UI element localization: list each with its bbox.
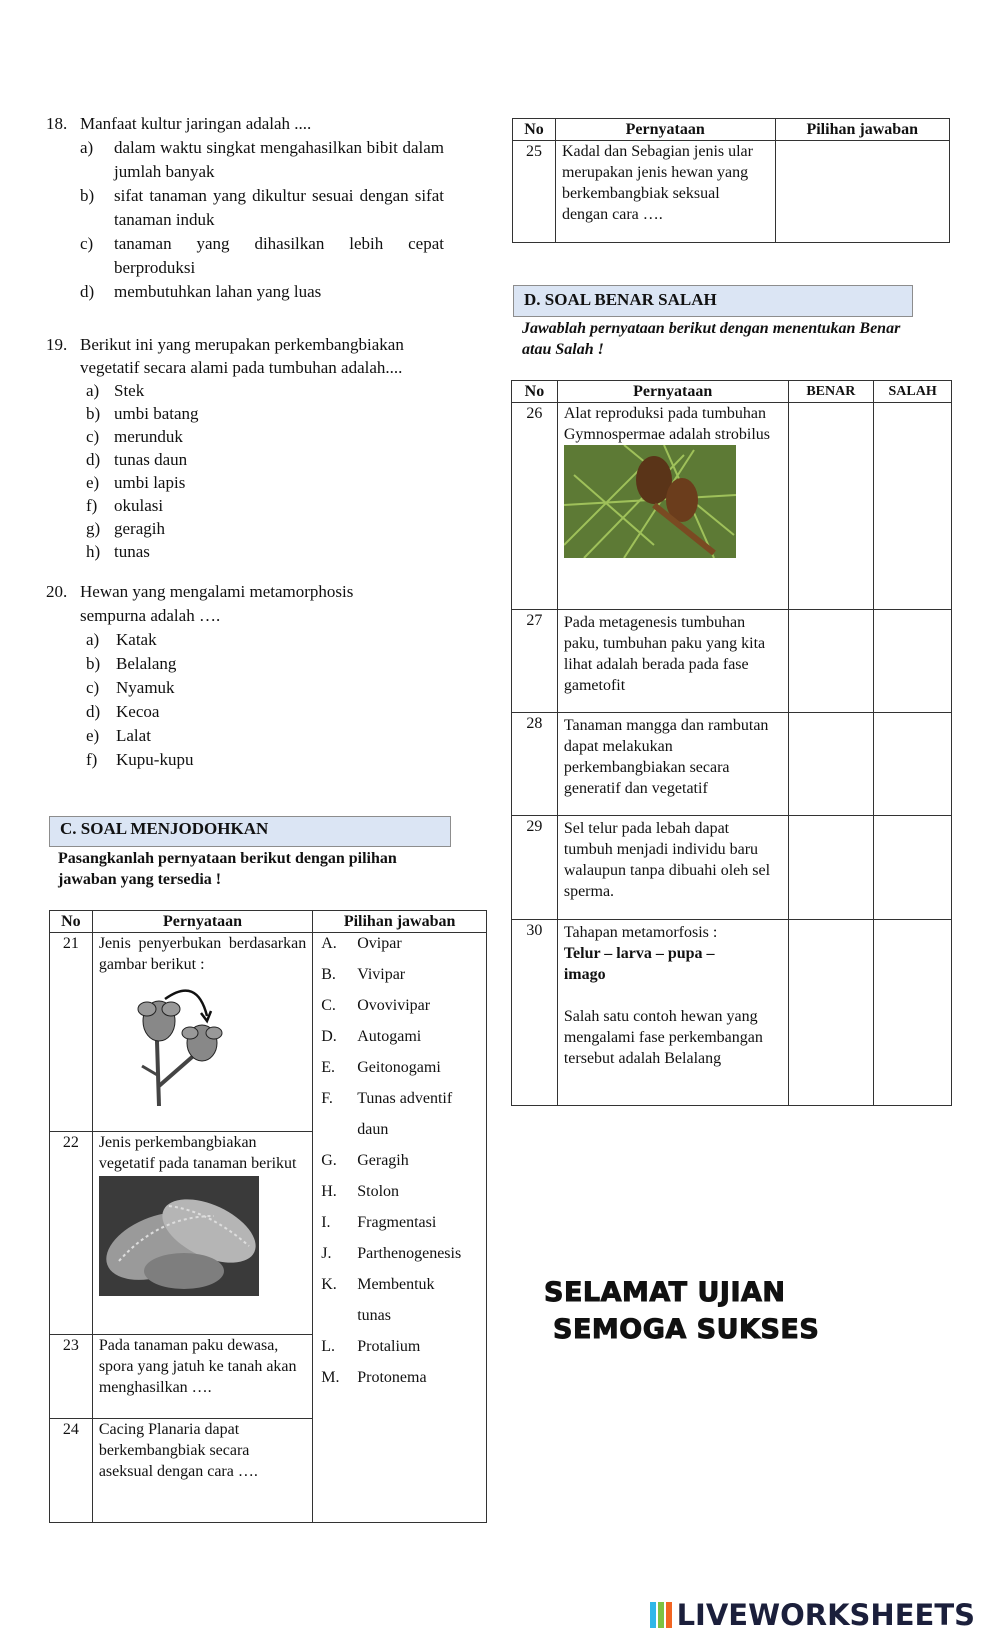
kalanchoe-leaf-photo xyxy=(99,1176,259,1296)
question-text: Hewan yang mengalami metamorphosis sempurna adalah …. xyxy=(80,582,354,625)
logo-text: LIVEWORKSHEETS xyxy=(676,1598,975,1632)
table-row xyxy=(512,920,952,1106)
option-letter: d) xyxy=(80,282,95,301)
option-c[interactable]: merunduk xyxy=(114,427,183,446)
salah-cell[interactable] xyxy=(874,920,952,1106)
statement-emphasis: Telur – larva – pupa – imago xyxy=(563,945,715,983)
table-row xyxy=(512,713,952,816)
choices-cell xyxy=(313,933,487,1523)
answer-cell[interactable] xyxy=(775,141,950,243)
choice-m[interactable] xyxy=(321,1367,486,1398)
option-e[interactable]: Lalat xyxy=(116,726,151,745)
choice-text: Autogami xyxy=(357,1028,422,1045)
table-row xyxy=(50,933,487,1132)
option-h[interactable]: tunas xyxy=(114,542,150,561)
option-letter: f) xyxy=(86,496,98,515)
choice-letter: E. xyxy=(321,1059,335,1076)
option-letter: c) xyxy=(86,427,100,446)
choice-l[interactable] xyxy=(321,1336,486,1367)
closing-line-2: SEMOGA SUKSES xyxy=(553,1314,820,1345)
choice-text: Stolon xyxy=(357,1183,400,1200)
statement-text: Alat reproduksi pada tumbuhan Gymnospermae adalah strobilus xyxy=(563,405,771,443)
option-f[interactable]: okulasi xyxy=(114,496,164,515)
statement-text: Pada metagenesis tumbuhan paku, tumbuhan paku yang kita lihat adalah berada pada fase gametofit xyxy=(557,610,788,713)
question-number: 19. xyxy=(46,335,68,354)
question-19 xyxy=(46,333,466,563)
option-b[interactable]: Belalang xyxy=(116,654,177,673)
row-number: 30 xyxy=(512,920,558,1106)
option-letter: b) xyxy=(86,404,101,423)
option-letter: e) xyxy=(86,726,100,745)
column-header-choice: Pilihan jawaban xyxy=(313,911,487,933)
choice-k[interactable] xyxy=(321,1274,486,1336)
row-number: 21 xyxy=(50,933,93,1132)
option-a[interactable]: Stek xyxy=(114,381,145,400)
statement-extra: Salah satu contoh hewan yang mengalami fase perkembangan tersebut adalah Belalang xyxy=(563,1008,763,1067)
choice-text: Vivipar xyxy=(357,966,406,983)
table-row xyxy=(512,816,952,920)
salah-cell[interactable] xyxy=(874,403,952,610)
option-letter: d) xyxy=(86,702,101,721)
option-letter: a) xyxy=(80,138,94,157)
salah-cell[interactable] xyxy=(874,610,952,713)
benar-cell[interactable] xyxy=(788,920,874,1106)
choice-f[interactable] xyxy=(321,1088,486,1150)
question-text: Berikut ini yang merupakan perkembangbiakan vegetatif secara alami pada tumbuhan adalah.... xyxy=(80,335,404,377)
option-letter: e) xyxy=(86,473,100,492)
row-number: 28 xyxy=(512,713,558,816)
true-false-table xyxy=(511,380,952,1106)
choice-text: Ovipar xyxy=(357,935,402,952)
choice-b[interactable] xyxy=(321,964,486,995)
option-letter: h) xyxy=(86,542,101,561)
salah-cell[interactable] xyxy=(874,816,952,920)
section-d-heading: D. SOAL BENAR SALAH xyxy=(513,285,913,317)
pollination-diagram xyxy=(127,981,227,1111)
option-b[interactable]: umbi batang xyxy=(114,404,199,423)
column-header-no: No xyxy=(512,381,558,403)
option-c[interactable]: tanaman yang dihasilkan lebih cepat berproduksi xyxy=(114,234,444,277)
column-header-statement: Pernyataan xyxy=(92,911,312,933)
choice-text: Ovovivipar xyxy=(357,997,431,1014)
choice-letter: J. xyxy=(321,1245,332,1262)
option-c[interactable]: Nyamuk xyxy=(116,678,175,697)
choice-letter: D. xyxy=(321,1028,337,1045)
statement-text: Pada tanaman paku dewasa, spora yang jatuh ke tanah akan menghasilkan …. xyxy=(92,1335,312,1419)
option-letter: b) xyxy=(80,186,95,205)
benar-cell[interactable] xyxy=(788,610,874,713)
option-letter: d) xyxy=(86,450,101,469)
statement-text: Jenis penyerbukan berdasarkan gambar berikut : xyxy=(98,935,307,973)
row-number: 24 xyxy=(50,1419,93,1523)
option-a[interactable]: Katak xyxy=(116,630,157,649)
row-number: 22 xyxy=(50,1132,93,1335)
column-header-statement: Pernyataan xyxy=(555,119,775,141)
column-header-salah: SALAH xyxy=(874,381,952,403)
choice-text: Protonema xyxy=(357,1369,427,1386)
choice-text: Tunas adventif daun xyxy=(357,1090,453,1138)
matching-table xyxy=(49,910,487,1523)
choice-d[interactable] xyxy=(321,1026,486,1057)
option-d[interactable]: tunas daun xyxy=(114,450,188,469)
choice-letter: B. xyxy=(321,966,336,983)
statement-cell xyxy=(557,403,788,610)
option-e[interactable]: umbi lapis xyxy=(114,473,186,492)
choice-c[interactable] xyxy=(321,995,486,1026)
question-20 xyxy=(46,580,466,772)
choice-letter: F. xyxy=(321,1090,333,1107)
column-header-choice: Pilihan jawaban xyxy=(775,119,950,141)
benar-cell[interactable] xyxy=(788,816,874,920)
choice-text: Membentuk tunas xyxy=(357,1276,435,1324)
choice-letter: L. xyxy=(321,1338,335,1355)
choice-letter: H. xyxy=(321,1183,337,1200)
benar-cell[interactable] xyxy=(788,713,874,816)
option-a[interactable]: dalam waktu singkat mengahasilkan bibit dalam jumlah banyak xyxy=(114,138,444,181)
statement-text: Jenis perkembangbiakan vegetatif pada tanaman berikut xyxy=(98,1134,297,1172)
question-18 xyxy=(46,112,466,304)
statement-text: Tanaman mangga dan rambutan dapat melakukan perkembangbiakan secara generatif dan vegetatif xyxy=(557,713,788,816)
section-c-instruction: Pasangkanlah pernyataan berikut dengan pilihan jawaban yang tersedia ! xyxy=(58,850,397,888)
column-header-statement: Pernyataan xyxy=(557,381,788,403)
option-d[interactable]: Kecoa xyxy=(116,702,160,721)
statement-cell xyxy=(92,1132,312,1335)
logo-icon xyxy=(650,1602,674,1628)
row-number: 25 xyxy=(513,141,556,243)
choice-text: Geitonogami xyxy=(357,1059,441,1076)
option-letter: c) xyxy=(86,678,100,697)
choice-text: Parthenogenesis xyxy=(357,1245,462,1262)
choice-i[interactable] xyxy=(321,1212,486,1243)
question-number: 20. xyxy=(46,582,68,601)
statement-text: Tahapan metamorfosis : xyxy=(563,924,718,941)
choice-letter: C. xyxy=(321,997,336,1014)
matching-table-continued xyxy=(512,118,950,243)
section-d-instruction: Jawablah pernyataan berikut dengan menentukan Benar atau Salah ! xyxy=(522,320,901,358)
pine-cone-photo xyxy=(564,445,736,558)
question-text: Manfaat kultur jaringan adalah .... xyxy=(80,114,312,133)
table-row xyxy=(512,403,952,610)
statement-cell xyxy=(92,933,312,1132)
statement-cell xyxy=(557,920,788,1106)
row-number: 27 xyxy=(512,610,558,713)
choice-text: Geragih xyxy=(357,1152,409,1169)
row-number: 23 xyxy=(50,1335,93,1419)
closing-line-1: SELAMAT UJIAN xyxy=(544,1277,786,1308)
liveworksheets-logo[interactable] xyxy=(650,1598,975,1632)
option-g[interactable]: geragih xyxy=(114,519,165,538)
choice-text: Protalium xyxy=(357,1338,421,1355)
option-letter: a) xyxy=(86,630,100,649)
option-letter: f) xyxy=(86,750,98,769)
section-c-heading: C. SOAL MENJODOHKAN xyxy=(49,816,451,847)
choice-text: Fragmentasi xyxy=(357,1214,437,1231)
choice-a[interactable] xyxy=(321,933,486,964)
choice-h[interactable] xyxy=(321,1181,486,1212)
choice-letter: K. xyxy=(321,1276,337,1293)
table-row xyxy=(512,610,952,713)
statement-text: Kadal dan Sebagian jenis ular merupakan jenis hewan yang berkembangbiak seksual dengan cara …. xyxy=(555,141,775,243)
option-f[interactable]: Kupu-kupu xyxy=(116,750,194,769)
option-letter: b) xyxy=(86,654,101,673)
table-row xyxy=(513,141,950,243)
question-number: 18. xyxy=(46,114,68,133)
choice-g[interactable] xyxy=(321,1150,486,1181)
choice-letter: M. xyxy=(321,1369,340,1386)
option-letter: g) xyxy=(86,519,101,538)
option-b[interactable]: sifat tanaman yang dikultur sesuai dengan sifat tanaman induk xyxy=(114,186,444,229)
statement-text: Cacing Planaria dapat berkembangbiak secara aseksual dengan cara …. xyxy=(92,1419,312,1523)
option-letter: a) xyxy=(86,381,100,400)
statement-text: Sel telur pada lebah dapat tumbuh menjadi individu baru walaupun tanpa dibuahi oleh sel sperma. xyxy=(557,816,788,920)
salah-cell[interactable] xyxy=(874,713,952,816)
choice-letter: I. xyxy=(321,1214,331,1231)
column-header-no: No xyxy=(513,119,556,141)
row-number: 29 xyxy=(512,816,558,920)
choice-letter: A. xyxy=(321,935,337,952)
choice-letter: G. xyxy=(321,1152,337,1169)
option-letter: c) xyxy=(80,234,94,253)
column-header-no: No xyxy=(50,911,93,933)
option-d[interactable]: membutuhkan lahan yang luas xyxy=(114,282,322,301)
row-number: 26 xyxy=(512,403,558,610)
benar-cell[interactable] xyxy=(788,403,874,610)
column-header-benar: BENAR xyxy=(788,381,874,403)
